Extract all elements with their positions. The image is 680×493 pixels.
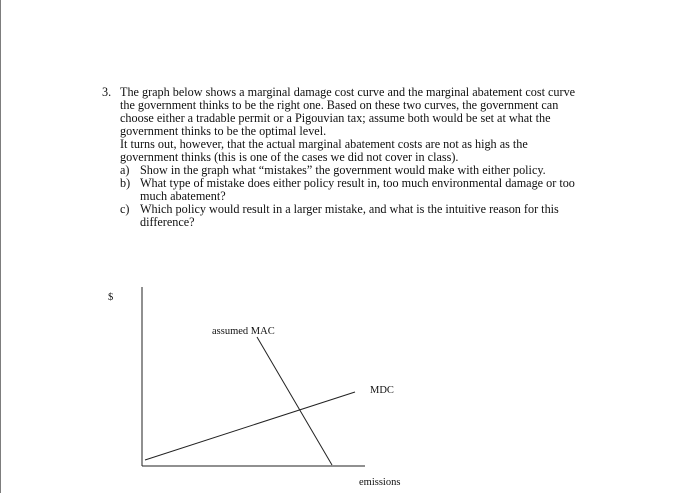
sub-question-text: What type of mistake does either policy result in, too much environmental damage or too much abatement?	[140, 176, 575, 203]
assumed-mac-label: assumed MAC	[212, 326, 275, 337]
y-axis-label: $	[108, 292, 114, 303]
sub-question-text: Show in the graph what “mistakes” the government would make with either policy.	[140, 163, 546, 177]
question-number: 3.	[102, 85, 112, 99]
sub-question-letter: b)	[120, 176, 131, 190]
mdc-label: MDC	[370, 385, 394, 396]
question-intro: The graph below shows a marginal damage cost curve and the marginal abatement cost curve the government thinks to be the right one. Based on these two curves, the government can choose either a tradable permit or a Pigouvian tax; assume both would be set at what the government thinks to be the optimal level.	[120, 85, 576, 138]
sub-question-letter: c)	[120, 202, 130, 216]
question-twist: It turns out, however, that the actual marginal abatement costs are not as high as the government thinks (this is one of the cases we did not cover in class).	[120, 137, 528, 164]
assumed-mac-curve	[257, 337, 332, 465]
x-axis-label: emissions	[359, 477, 401, 488]
sub-question-letter: a)	[120, 163, 130, 177]
sub-question-text: Which policy would result in a larger mistake, and what is the intuitive reason for this difference?	[140, 202, 559, 229]
